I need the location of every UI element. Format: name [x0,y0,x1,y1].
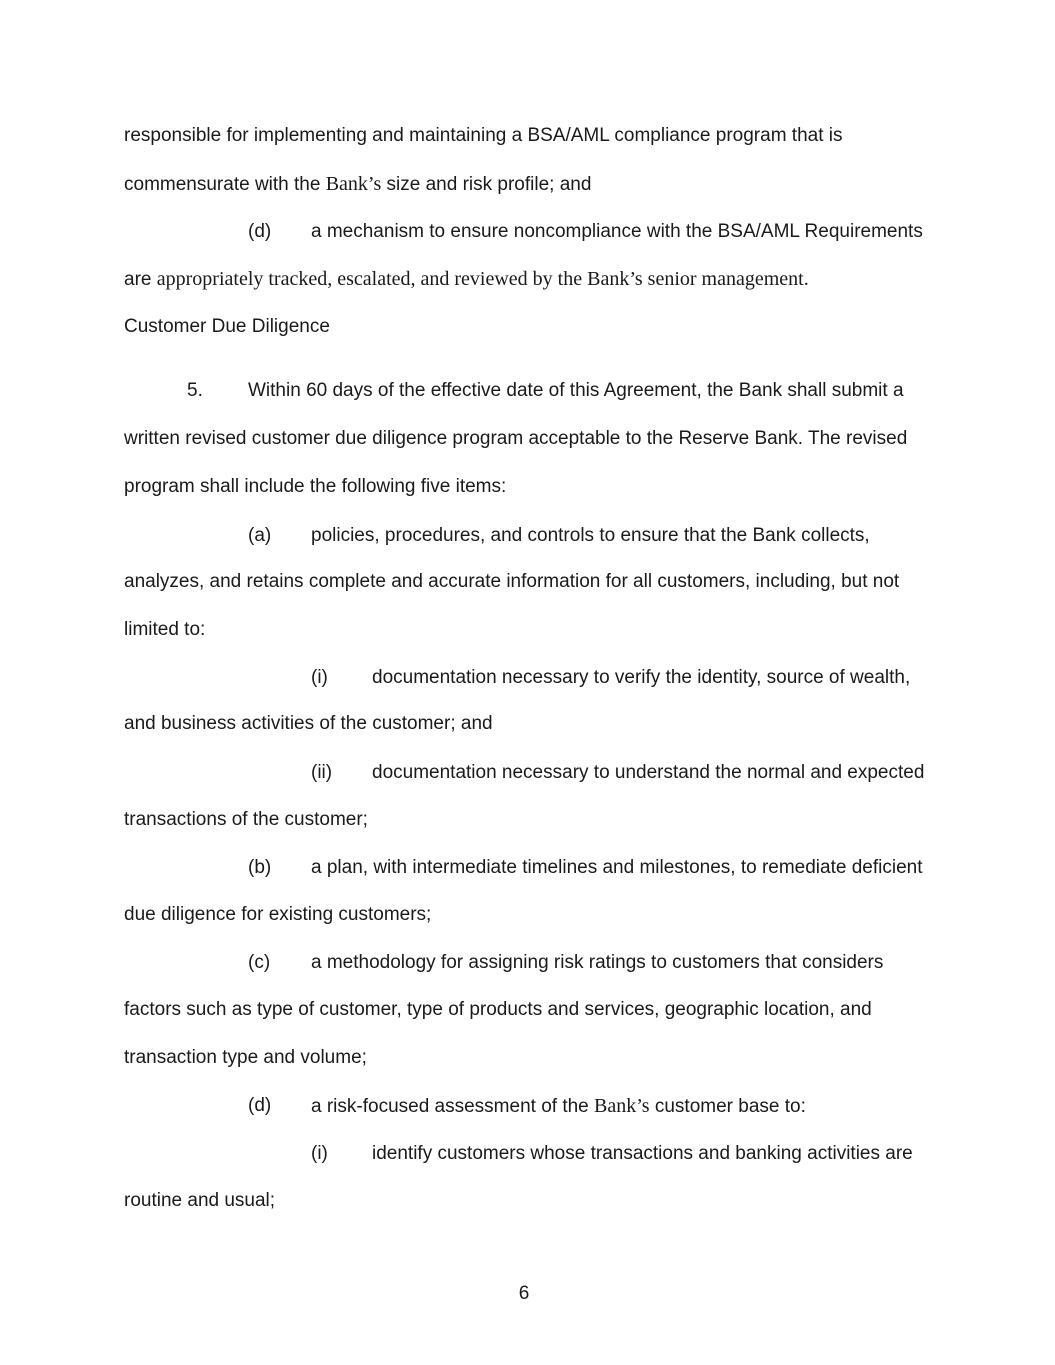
text-line: transaction type and volume; [124,1047,367,1068]
text-segment: appropriately tracked, escalated, and reviewed by the Bank’s senior management. [156,268,809,290]
list-marker: (ii) [311,762,333,783]
list-marker: (i) [311,667,328,688]
list-marker: (d) [248,221,272,242]
text-line: program shall include the following five items: [124,476,507,497]
list-marker: (a) [248,525,272,546]
list-item-text: documentation necessary to verify the identity, source of wealth, [372,667,911,688]
list-item-text: a plan, with intermediate timelines and milestones, to remediate deficient [311,857,923,878]
text-segment: Bank’s [325,173,382,195]
text-line: analyzes, and retains complete and accurate information for all customers, including, but not [124,571,900,592]
list-item-text: a mechanism to ensure noncompliance with the BSA/AML Requirements [311,221,923,242]
list-marker: (b) [248,857,272,878]
section-heading: Customer Due Diligence [124,316,330,337]
paragraph-text: Within 60 days of the effective date of this Agreement, the Bank shall submit a [248,380,904,401]
list-item-text: documentation necessary to understand the normal and expected [372,762,925,783]
text-line: responsible for implementing and maintaining a BSA/AML compliance program that is [124,125,843,146]
text-segment: Bank’s [594,1095,650,1117]
text-line: due diligence for existing customers; [124,904,432,925]
text-line: and business activities of the customer; and [124,713,493,734]
text-segment: are [124,269,157,290]
text-line: written revised customer due diligence program acceptable to the Reserve Bank. The revised [124,428,908,449]
text-line [124,172,591,197]
list-item-text: a methodology for assigning risk ratings to customers that considers [311,952,884,973]
paragraph-number: 5. [187,380,203,401]
text-segment: commensurate with the [124,174,326,195]
list-item-text [311,1094,806,1119]
text-segment: size and risk profile; and [381,174,592,195]
page-number: 6 [518,1283,530,1304]
list-marker: (c) [248,952,271,973]
text-line: transactions of the customer; [124,809,368,830]
text-line [124,267,809,292]
text-segment: a risk-focused assessment of the [311,1096,595,1117]
text-line: routine and usual; [124,1190,276,1211]
text-line: limited to: [124,619,206,640]
list-marker: (i) [311,1143,328,1164]
list-item-text: policies, procedures, and controls to ensure that the Bank collects, [311,525,870,546]
text-line: factors such as type of customer, type of products and services, geographic location, and [124,999,872,1020]
text-segment: customer base to: [649,1096,806,1117]
list-item-text: identify customers whose transactions and banking activities are [372,1143,913,1164]
list-marker: (d) [248,1095,272,1116]
